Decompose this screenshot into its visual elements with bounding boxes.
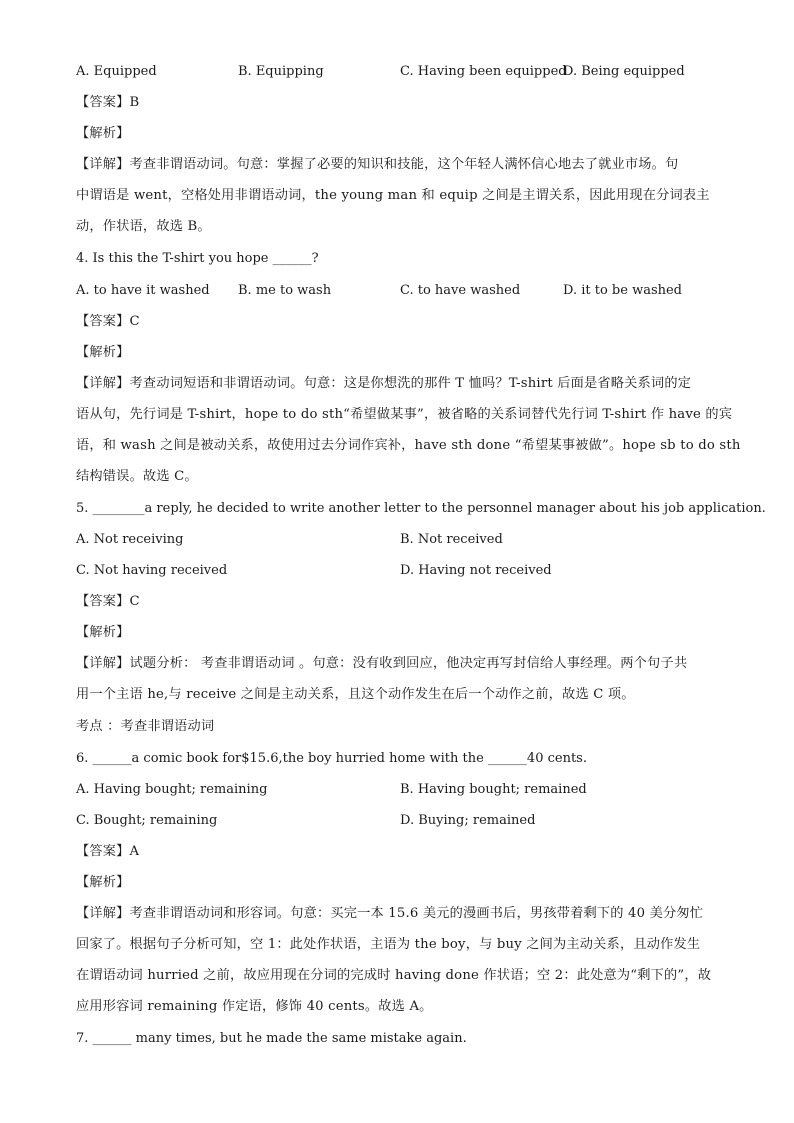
q6-option-d: D. Buying; remained bbox=[400, 813, 536, 828]
q5-detail-line-1: 【详解】试题分析： 考查非谓语动词 。句意：没有收到回应，他决定再写封信给人事经理。两个句子共 bbox=[76, 656, 688, 671]
q5-option-b: B. Not received bbox=[400, 532, 503, 547]
q6-detail-line-3: 在谓语动词 hurried 之前，故应用现在分词的完成时 having done 作状语；空 2：此处意为“剩下的”，故 bbox=[76, 968, 712, 983]
q6-detail-line-4: 应用形容词 remaining 作定语，修饰 40 cents。故选 A。 bbox=[76, 999, 433, 1014]
q3-option-b: B. Equipping bbox=[238, 64, 324, 79]
q4-detail-line-2: 语从句，先行词是 T-shirt，hope to do sth“希望做某事”，被省略的关系词替代先行词 T-shirt 作 have 的宾 bbox=[76, 407, 733, 422]
q3-option-a: A. Equipped bbox=[76, 64, 157, 79]
q5-point: 考点 ：考查非谓语动词 bbox=[76, 719, 215, 734]
q4-detail-line-1: 【详解】考查动词短语和非谓语动词。句意：这是你想洗的那件 T 恤吗？T-shirt 后面是省略关系词的定 bbox=[76, 376, 692, 391]
q6-option-a: A. Having bought; remaining bbox=[76, 782, 268, 797]
q3-answer: 【答案】B bbox=[76, 95, 140, 110]
q6-option-b: B. Having bought; remained bbox=[400, 782, 587, 797]
q6-detail-line-2: 回家了。根据句子分析可知，空 1：此处作状语，主语为 the boy，与 buy 之间为主动关系，且动作发生 bbox=[76, 937, 701, 952]
q4-option-b: B. me to wash bbox=[238, 283, 332, 298]
q3-detail-line-3: 动，作状语，故选 B。 bbox=[76, 219, 211, 234]
q3-detail-line-2: 中谓语是 went，空格处用非谓语动词，the young man 和 equip 之间是主谓关系，因此用现在分词表主 bbox=[76, 188, 710, 203]
q6-answer: 【答案】A bbox=[76, 844, 140, 859]
q6-analysis-label: 【解析】 bbox=[76, 875, 130, 890]
q5-option-a: A. Not receiving bbox=[76, 532, 184, 547]
q7-stem: 7. ______ many times, but he made the same mistake again. bbox=[76, 1031, 467, 1046]
q4-detail-line-3: 语，和 wash 之间是被动关系，故使用过去分词作宾补，have sth done “希望某事被做”。hope sb to do sth bbox=[76, 438, 741, 453]
q6-option-c: C. Bought; remaining bbox=[76, 813, 218, 828]
q3-detail-line-1: 【详解】考查非谓语动词。句意：掌握了必要的知识和技能，这个年轻人满怀信心地去了就业市场。句 bbox=[76, 157, 679, 172]
q4-detail-line-4: 结构错误。故选 C。 bbox=[76, 469, 198, 484]
q3-option-d: D. Being equipped bbox=[563, 64, 685, 79]
q5-answer: 【答案】C bbox=[76, 594, 140, 609]
q4-answer: 【答案】C bbox=[76, 314, 140, 329]
q3-option-c: C. Having been equipped bbox=[400, 64, 567, 79]
q4-analysis-label: 【解析】 bbox=[76, 345, 130, 360]
q3-analysis-label: 【解析】 bbox=[76, 126, 130, 141]
q4-stem: 4. Is this the T-shirt you hope ______? bbox=[76, 251, 319, 266]
q4-option-d: D. it to be washed bbox=[563, 283, 683, 298]
q6-detail-line-1: 【详解】考查非谓语动词和形容词。句意：买完一本 15.6 美元的漫画书后，男孩带着剩下的 40 美分匆忙 bbox=[76, 906, 704, 921]
q5-stem: 5. ________a reply, he decided to write another letter to the personnel manager about his job application. bbox=[76, 501, 766, 516]
q6-stem: 6. ______a comic book for$15.6,the boy hurried home with the ______40 cents. bbox=[76, 751, 587, 766]
q4-option-c: C. to have washed bbox=[400, 283, 521, 298]
q5-detail-line-2: 用一个主语 he,与 receive 之间是主动关系，且这个动作发生在后一个动作之前，故选 C 项。 bbox=[76, 687, 635, 702]
q5-option-d: D. Having not received bbox=[400, 563, 552, 578]
q4-option-a: A. to have it washed bbox=[76, 283, 210, 298]
q5-analysis-label: 【解析】 bbox=[76, 625, 130, 640]
q5-option-c: C. Not having received bbox=[76, 563, 228, 578]
